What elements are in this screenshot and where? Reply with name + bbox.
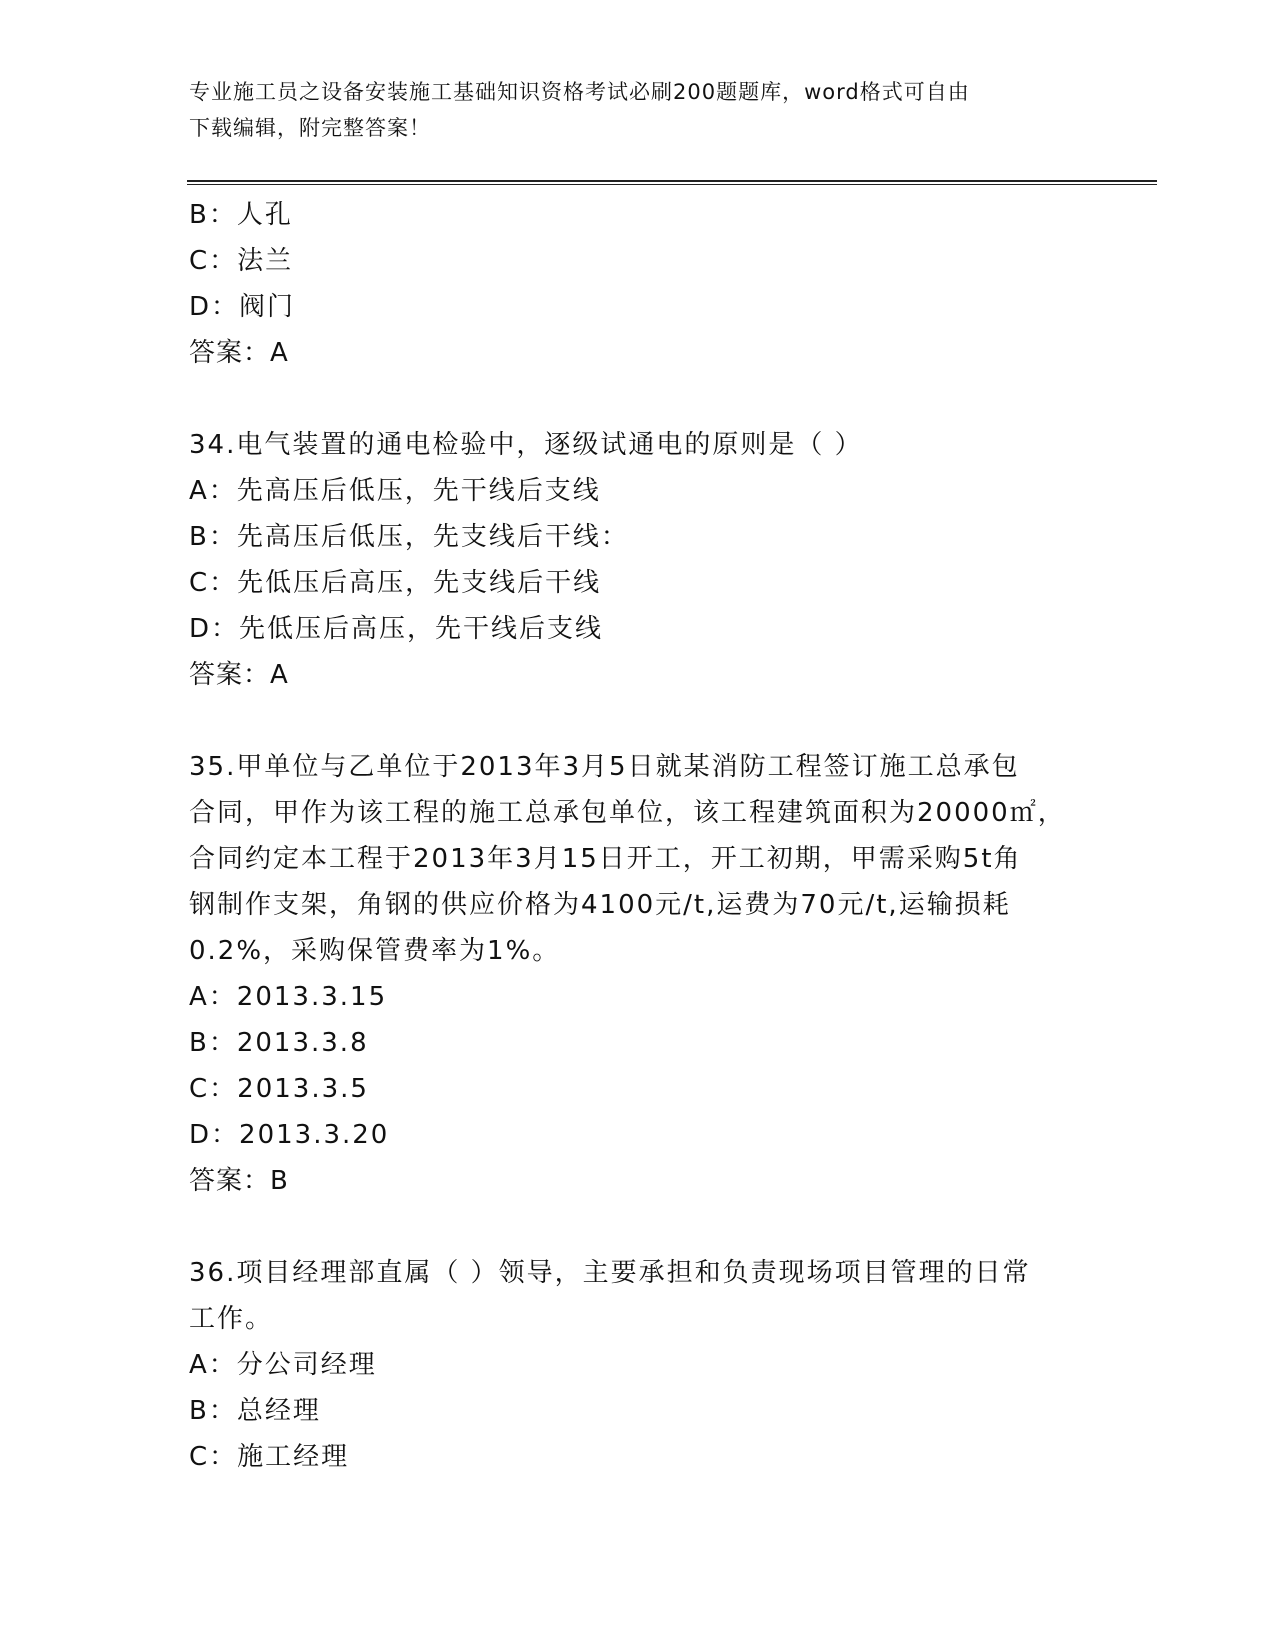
option-a: A：先高压后低压，先干线后支线	[189, 476, 601, 506]
option-c: C：2013.3.5	[189, 1074, 369, 1104]
option-d: D：2013.3.20	[189, 1120, 390, 1150]
header-line-1: 专业施工员之设备安装施工基础知识资格考试必刷200题题库，word格式可自由	[189, 80, 970, 104]
option-b: B：人孔	[189, 200, 293, 230]
answer-line: 答案：B	[189, 1166, 289, 1196]
option-b: B：2013.3.8	[189, 1028, 369, 1058]
spacer	[189, 698, 1089, 744]
question-text: 工作。	[189, 1304, 274, 1334]
option-c: C：先低压后高压，先支线后干线	[189, 568, 602, 598]
question-35	[189, 744, 1089, 1204]
option-a: A：2013.3.15	[189, 982, 388, 1012]
header-line-2: 下载编辑，附完整答案！	[189, 116, 431, 140]
option-b: B：先高压后低压，先支线后干线：	[189, 522, 629, 552]
question-text: 0.2%，采购保管费率为1%。	[189, 936, 561, 966]
question-text: 35.甲单位与乙单位于2013年3月5日就某消防工程签订施工总承包	[189, 752, 1020, 782]
header-divider-thick	[187, 180, 1157, 182]
spacer	[189, 1204, 1089, 1250]
question-content	[189, 192, 1089, 1480]
question-text: 合同，甲作为该工程的施工总承包单位，该工程建筑面积为20000㎡，	[189, 798, 1066, 828]
option-a: A：分公司经理	[189, 1350, 377, 1380]
spacer	[189, 376, 1089, 422]
option-d: D：阀门	[189, 292, 296, 322]
question-33-continued	[189, 192, 1089, 376]
question-text: 36.项目经理部直属（ ）领导，主要承担和负责现场项目管理的日常	[189, 1258, 1031, 1288]
option-c: C：法兰	[189, 246, 294, 276]
question-36	[189, 1250, 1089, 1480]
question-text: 合同约定本工程于2013年3月15日开工，开工初期，甲需采购5t角	[189, 844, 1022, 874]
question-text: 钢制作支架，角钢的供应价格为4100元/t,运费为70元/t,运输损耗	[189, 890, 1011, 920]
option-c: C：施工经理	[189, 1442, 350, 1472]
answer-line: 答案：A	[189, 338, 289, 368]
option-b: B：总经理	[189, 1396, 321, 1426]
page-header	[189, 74, 1069, 146]
question-34	[189, 422, 1089, 698]
answer-line: 答案：A	[189, 660, 289, 690]
option-d: D：先低压后高压，先干线后支线	[189, 614, 604, 644]
header-divider-thin	[187, 184, 1157, 185]
question-text: 34.电气装置的通电检验中，逐级试通电的原则是（ ）	[189, 430, 863, 460]
